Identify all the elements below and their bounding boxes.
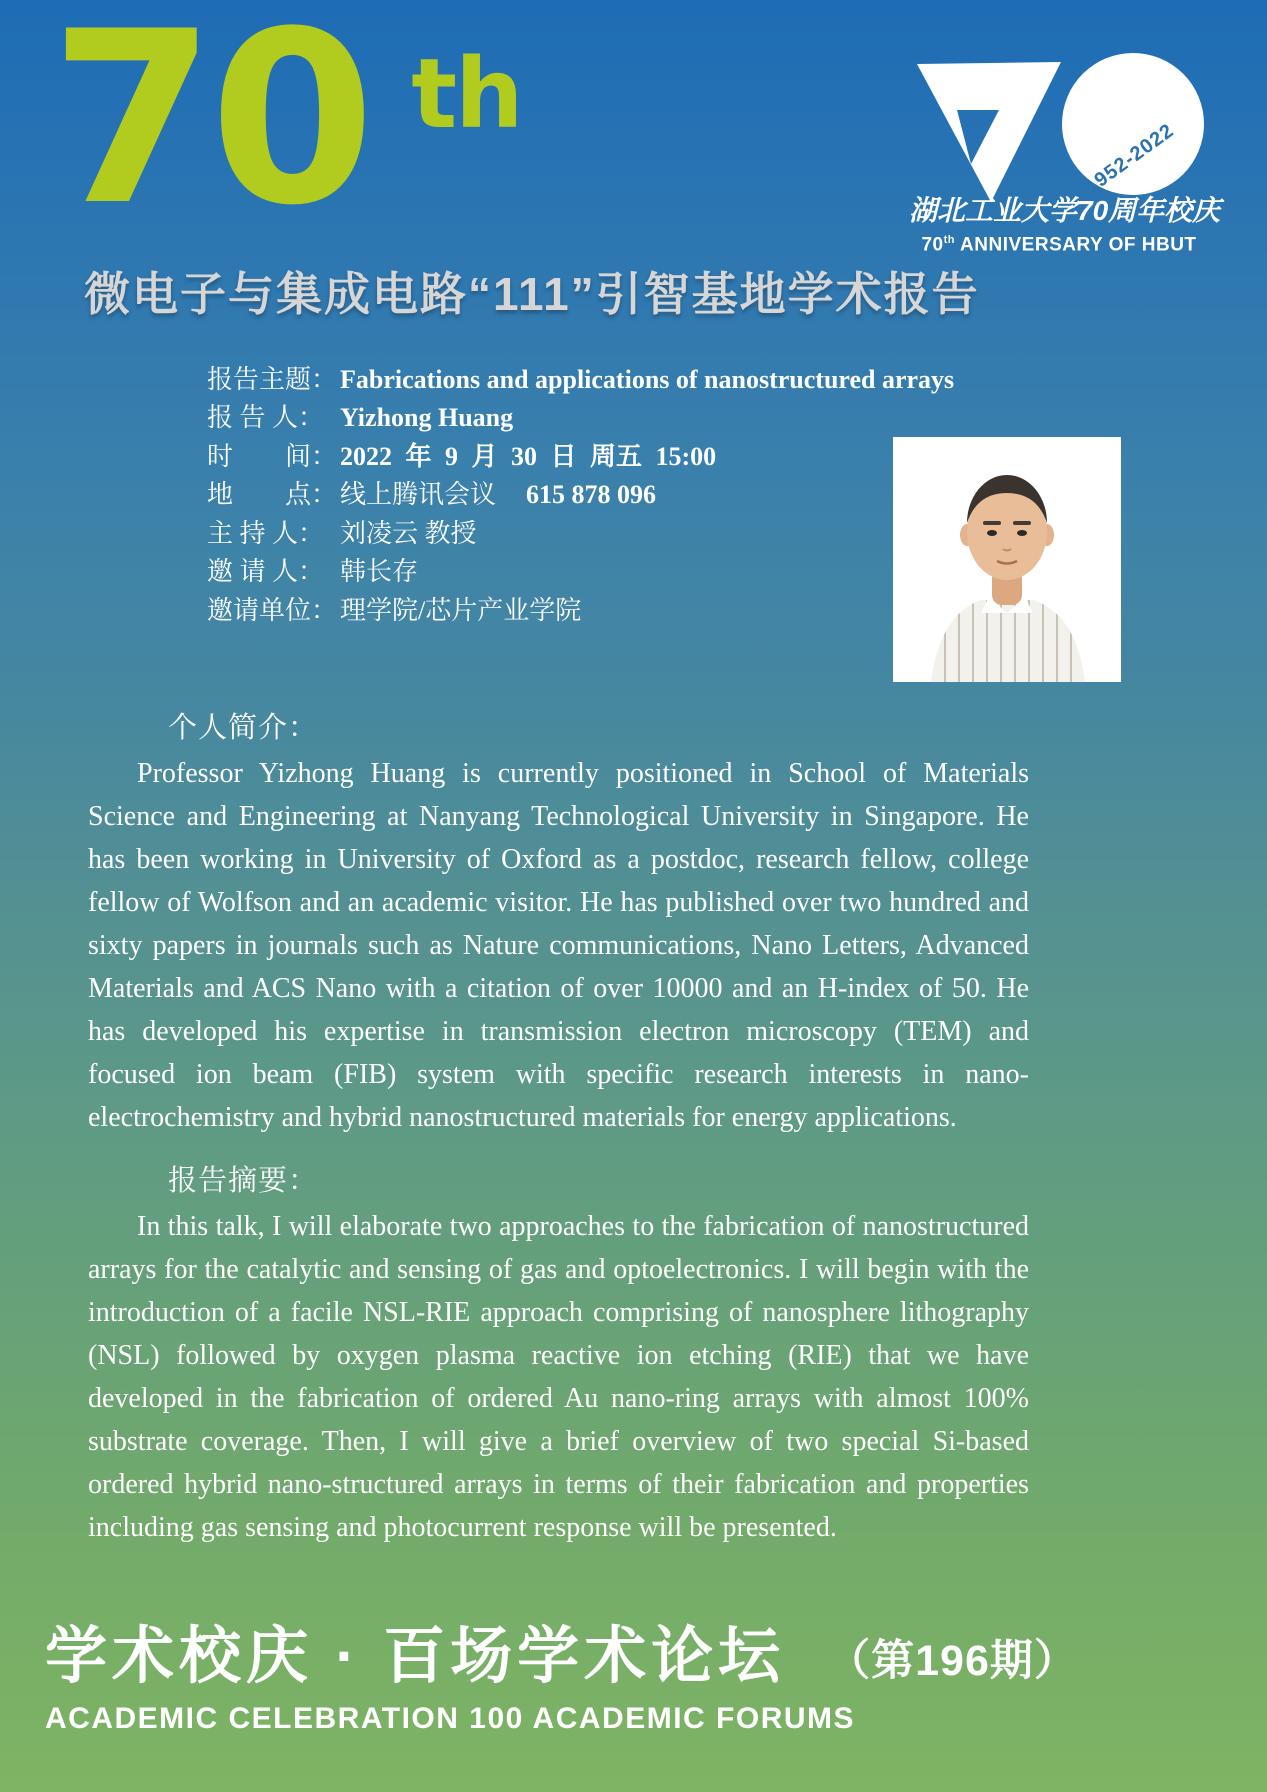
info-label-speaker: 报 告 人：	[207, 403, 325, 432]
footer-cn-title: 学术校庆 · 百场学术论坛	[45, 1622, 786, 1691]
info-label-venue: 地 点：	[207, 480, 338, 509]
footer-main-line	[45, 1618, 1225, 1696]
bio-heading: 个人简介：	[168, 712, 319, 744]
badge-suffix: th	[411, 38, 522, 150]
info-value-topic: Fabrications and applications of nanostructured arrays	[340, 364, 955, 394]
poster-title: 微电子与集成电路“111”引智基地学术报告	[84, 268, 980, 320]
info-label-topic: 报告主题：	[207, 364, 338, 394]
speaker-photo	[893, 437, 1121, 682]
logo-en-line	[909, 228, 1209, 257]
footer-en-title: ACADEMIC CELEBRATION 100 ACADEMIC FORUMS	[45, 1702, 856, 1735]
hbut-70-logo-icon	[909, 52, 1209, 204]
info-value-speaker: Yizhong Huang	[340, 403, 514, 432]
info-value-meeting-id: 615 878 096	[526, 480, 657, 509]
info-label-inviter: 邀 请 人：	[207, 557, 325, 586]
info-label-host: 主 持 人：	[207, 518, 325, 548]
seminar-info-list	[168, 322, 955, 625]
footer-issue-number: （第196期）	[827, 1636, 1078, 1685]
info-value-inviter: 韩长存	[340, 557, 419, 586]
info-row-topic	[168, 322, 955, 394]
logo-years-text: 1952-2022	[1080, 119, 1179, 199]
bio-paragraph: Professor Yizhong Huang is currently positioned in School of Materials Science and Engineering at Nanyang Technological University in Singapore. He has been working in University of Oxford as a postdoc, research fellow, college fellow of Wolfson and an academic visitor. He has published over two hundred and sixty papers in journals such as Nature communications, Nano Letters, Advanced Materials and ACS Nano with a citation of over 10000 and an H-index of 50. He has developed his expertise in transmission electron microscopy (TEM) and focused ion beam (FIB) system with specific research interests in nano-electrochemistry and hybrid nanostructured materials for energy applications.	[88, 758, 1029, 1133]
logo-en-number: 70	[921, 234, 944, 256]
info-label-time: 时 间：	[207, 441, 338, 471]
info-label-unit: 邀请单位：	[207, 595, 338, 625]
info-value-host: 刘凌云 教授	[340, 518, 477, 548]
badge-number: 70	[50, 0, 370, 258]
info-value-venue: 线上腾讯会议	[340, 480, 497, 509]
logo-en-th: th	[943, 234, 955, 246]
footer-banner	[45, 1618, 1225, 1736]
abstract-paragraph: In this talk, I will elaborate two approaches to the fabrication of nanostructured arrays for the catalytic and sensing of gas and optoelectronics. I will begin with the introduction of a facile NSL-RIE approach comprising of nanosphere lithography (NSL) followed by oxygen plasma reactive ion etching (RIE) that we have developed in the fabrication of ordered Au nano-ring arrays with almost 100% substrate coverage. Then, I will give a brief overview of two special Si-based ordered hybrid nano-structured arrays in terms of their fabrication and properties including gas sensing and photocurrent response will be presented.	[88, 1211, 1029, 1543]
hbut-anniversary-logo	[909, 52, 1221, 257]
logo-cn-line: 湖北工业大学70周年校庆	[909, 195, 1221, 226]
logo-en-text: ANNIVERSARY OF HBUT	[954, 234, 1197, 256]
info-value-time: 2022 年 9 月 30 日 周五 15:00	[340, 441, 717, 471]
anniversary-badge	[50, 0, 522, 258]
info-value-unit: 理学院/芯片产业学院	[340, 595, 582, 625]
abstract-heading: 报告摘要：	[168, 1165, 319, 1197]
